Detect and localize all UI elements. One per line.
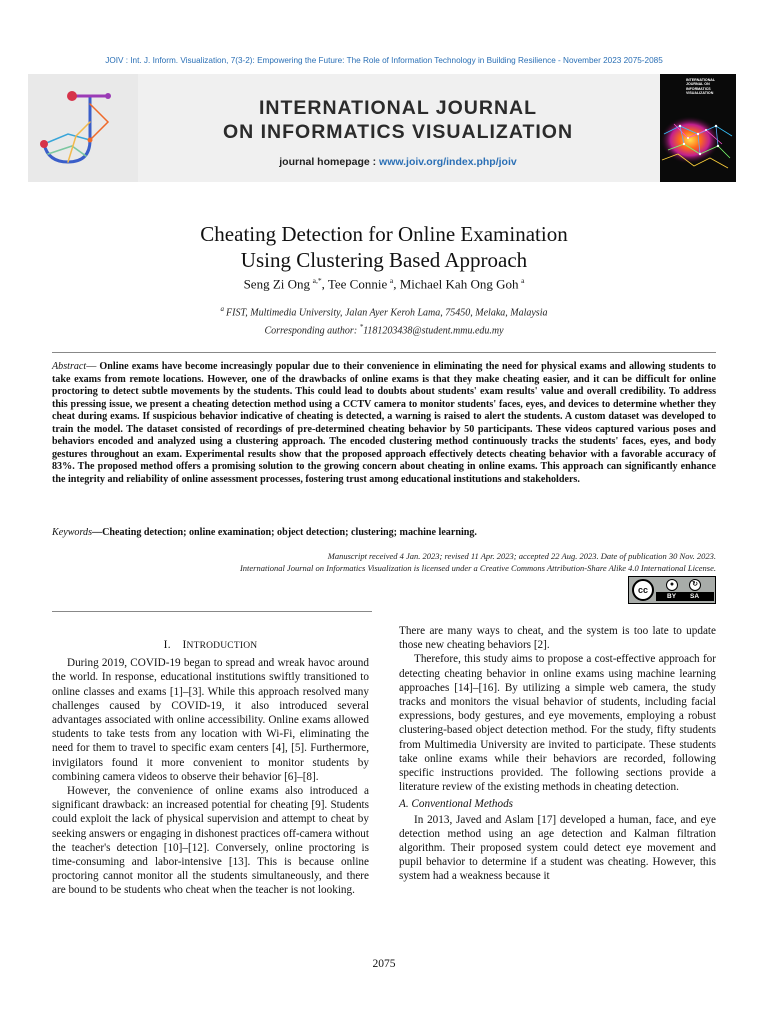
paper-title-line2: Using Clustering Based Approach	[240, 248, 528, 272]
abstract	[52, 361, 716, 486]
share-alike-icon: ↻	[689, 579, 701, 591]
homepage-link[interactable]: www.joiv.org/index.php/joiv	[379, 156, 517, 168]
section-first-letter: I	[182, 639, 187, 651]
section-number: I.	[163, 639, 171, 651]
paper-title-line1: Cheating Detection for Online Examination	[200, 222, 568, 246]
abstract-divider	[52, 352, 716, 353]
body-column-left	[52, 624, 369, 898]
affiliation-block	[84, 302, 684, 339]
by-label: BY	[667, 593, 677, 600]
journal-title-line2: ON INFORMATICS VISUALIZATION	[222, 121, 574, 143]
journal-title-line1: INTERNATIONAL JOURNAL	[258, 97, 538, 119]
author-sup: a	[389, 276, 394, 285]
journal-homepage	[168, 156, 628, 168]
section-heading-introduction	[52, 638, 369, 653]
keywords	[52, 526, 716, 539]
running-head: JOIV : Int. J. Inform. Visualization, 7(3-2): Empowering the Future: The Role of Information Technology in Building Resilience - November 2023 2075-2085	[105, 56, 663, 65]
author-name: Seng Zi Ong	[243, 276, 311, 292]
license-statement: International Journal on Informatics Visualization is licensed under a Creative Commons Attribution-Share Alike 4.0 International License.	[239, 563, 716, 573]
body-column-right	[399, 624, 716, 884]
sa-label: SA	[690, 593, 700, 600]
corresponding-author	[84, 320, 684, 338]
paragraph: There are many ways to cheat, and the system is too late to update those new cheating behaviors [2].	[399, 625, 716, 652]
keywords-text: Cheating detection; online examination; object detection; clustering; machine learning.	[102, 527, 477, 538]
paragraph: Therefore, this study aims to propose a cost-effective approach for detecting cheating behavior in online exams using machine learning approaches [14]–[16]. By utilizing a simple web camera, the study tracks and monitors the visual behavior of students, including facial expressions, body gestures, and eye movements, employing a robust clustering-based object detection method. For the study, fifty students from Multimedia University are invited to participate. These students take online exams while their behaviors are recorded, following specific instructions provided. The following sections provide a literature review of the existing methods in cheating detection.	[399, 653, 716, 794]
paragraph: In 2013, Javed and Aslam [17] developed a human, face, and eye detection method using an age detection and Kalman filtration algorithm. Their proposed system could detect eye movement and pupil behavior to determine if a student was cheating. However, this system had a weakness because it	[399, 813, 716, 883]
corresponding-sup: *	[359, 323, 364, 332]
author-sup: a,*	[312, 276, 322, 285]
corresponding-label: Corresponding author:	[264, 325, 358, 337]
abstract-text: Online exams have become increasingly popular due to their convenience in eliminating the need for physical exams and allowing students to take exams from remote locations. However, one of the drawbacks of online exams is that they make cheating easier, and it can be difficult for online proctoring to detect subtle movements by the students. This could lead to doubts about students' exam results' value and overall credibility. To address this pressing issue, we present a cheating detection method using a CCTV camera to monitor students' faces, eyes, and devices to determine whether they cheat during exams. If suspicious behavior indicative of cheating is detected, a warning is raised to alert the students. A custom dataset was developed to train the model. The dataset consisted of recordings of pre-determined cheating behavior by 50 participants. These videos captured various poses and behaviors encoded and analyzed using a clustering approach. The encoded clustering method continuously tracks the students' faces, eyes, and body gestures throughout an exam. Experimental results show that the proposed approach effectively detects cheating behavior with a favorable accuracy of 83%. The proposed method offers a promising solution to the growing concern about cheating in online exams. This approach can significantly enhance the integrity and reliability of online assessment processes, fostering trust among educational institutions and stakeholders.	[52, 361, 716, 485]
body-divider	[52, 611, 372, 612]
manuscript-info	[52, 550, 716, 574]
abstract-lead: Abstract	[52, 361, 87, 372]
cc-license-badge[interactable]	[628, 576, 716, 604]
affiliation-sup: a	[220, 305, 225, 313]
subsection-heading-conventional-methods: A. Conventional Methods	[399, 798, 514, 811]
keywords-lead: Keywords	[52, 527, 93, 538]
journal-banner	[28, 74, 736, 182]
paragraph: However, the convenience of online exams also introduced a significant drawback: an increased potential for cheating [9]. Students could exploit the lack of physical supervision and attempt to cheat by seeking answers or engaging in dishonest practices off-camera without the teacher's detection [10]–[12]. Conversely, online proctoring is time-consuming and labor-intensive [13]. This is because online proctoring cannot monitor all the students simultaneously, and there are bound to be students who cheat when the teacher is not looking.	[52, 785, 369, 897]
section-rest: NTRODUCTION	[186, 641, 258, 651]
paper-title	[84, 221, 684, 273]
journal-cover-image	[660, 74, 736, 182]
author-name: Tee Connie	[327, 276, 388, 292]
cover-title: INTERNATIONAL JOURNAL ON INFORMATICS VISUALIZATION	[686, 78, 716, 95]
journal-title	[168, 96, 628, 144]
license-strip	[656, 592, 714, 601]
homepage-label: journal homepage :	[279, 156, 377, 168]
abstract-dash: —	[86, 361, 97, 372]
joiv-logo-icon	[28, 74, 138, 182]
page-number: 2075	[372, 958, 396, 970]
author-name: Michael Kah Ong Goh	[399, 276, 519, 292]
manuscript-dates: Manuscript received 4 Jan. 2023; revised 11 Apr. 2023; accepted 22 Aug. 2023. Date of publication 30 Nov. 2023.	[327, 551, 716, 561]
attribution-icon: ●	[666, 579, 678, 591]
creative-commons-icon: cc	[632, 579, 654, 601]
keywords-dash: —	[92, 527, 103, 538]
affiliation-text: FIST, Multimedia University, Jalan Ayer Keroh Lama, 75450, Melaka, Malaysia	[226, 307, 548, 319]
corresponding-email[interactable]: 1181203438@student.mmu.edu.my	[363, 325, 504, 337]
paragraph: During 2019, COVID-19 began to spread and wreak havoc around the world. In response, educational institutions swiftly transitioned to online classes and exams [1]–[3]. While this approach resolved many challenges caused by COVID-19, it also introduced several advantages associated with online accessibility. Online exams allowed students to take tests from any location with Wi-Fi, eliminating the need for them to travel to specific exam centers [4], [5]. Furthermore, invigilators found it more convenient to monitor students by combining camera videos to observe their behavior [6]–[8].	[52, 657, 369, 783]
affiliation	[84, 302, 684, 320]
author-list: Seng Zi Ong $^{a,*}$, Tee Connie $^a$, Michael Kah Ong Goh $^a$	[243, 276, 525, 292]
author-sup: a	[521, 276, 525, 285]
